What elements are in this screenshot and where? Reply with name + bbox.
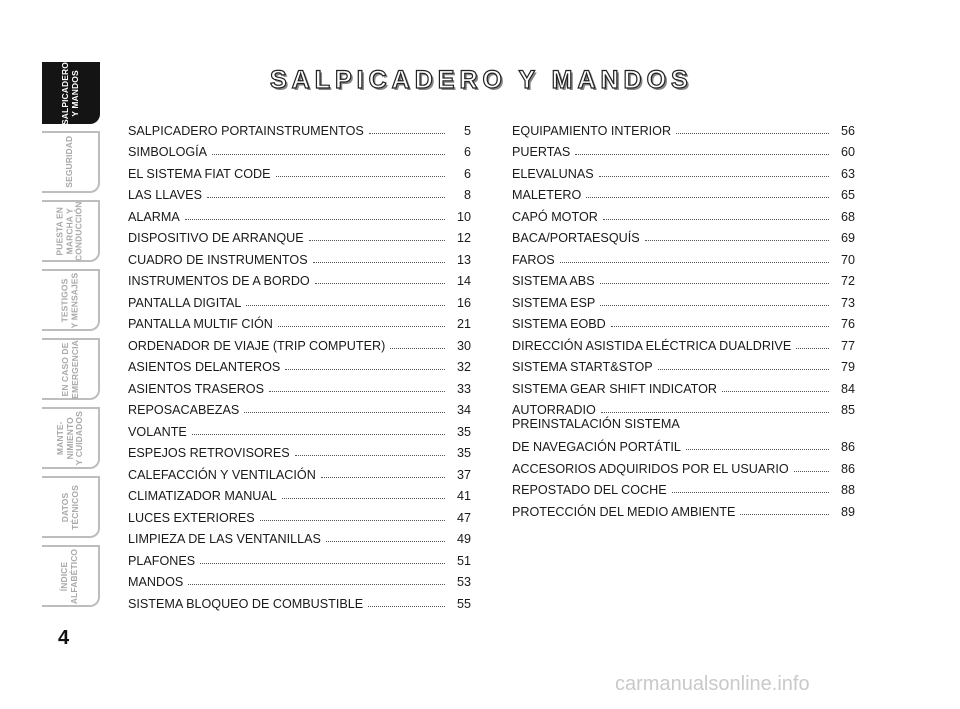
tab-emergencia[interactable] [42, 338, 100, 400]
toc-entry-page: 35 [456, 446, 471, 460]
toc-entry-title: LAS LLAVES [128, 188, 202, 202]
toc-entry-title: VOLANTE [128, 424, 187, 439]
toc-entry-page: 60 [840, 145, 855, 159]
toc-entry[interactable] [512, 288, 855, 310]
toc-entry-page: 85 [840, 403, 855, 417]
dot-leader [575, 154, 829, 155]
toc-entry-title: BACA/PORTAESQUÍS [512, 231, 640, 245]
toc-entry-page: 86 [840, 440, 855, 454]
toc-entry-page: 5 [463, 123, 471, 138]
toc-entry[interactable] [128, 245, 471, 267]
toc-entry-page: 77 [840, 338, 855, 353]
toc-entry[interactable] [128, 568, 471, 590]
dot-leader [282, 498, 445, 499]
dot-leader [246, 305, 445, 306]
tab-label: EN CASO DE EMERGENCIA [59, 339, 79, 399]
toc-entry-page: 47 [456, 510, 471, 525]
toc-entry-title: REPOSACABEZAS [128, 403, 240, 417]
toc-entry[interactable] [512, 476, 855, 498]
toc-entry-page: 70 [840, 252, 855, 267]
toc-entry-title: PROTECCIÓN DEL MEDIO AMBIENTE [512, 504, 736, 519]
toc-entry-page: 79 [840, 360, 855, 374]
toc-entry-title: SISTEMA START&STOP [512, 360, 653, 374]
dot-leader [326, 541, 445, 542]
dot-leader [600, 283, 829, 284]
toc-entry-page: 10 [456, 209, 471, 224]
toc-entry-page: 33 [456, 381, 471, 396]
toc-entry-page: 76 [840, 317, 855, 331]
toc-entry-title: FAROS [512, 252, 555, 267]
toc-entry-page: 6 [463, 145, 471, 159]
tab-seguridad[interactable] [42, 131, 100, 193]
dot-leader [188, 584, 445, 585]
toc-entry-title: SISTEMA ESP [512, 295, 596, 310]
toc-entry[interactable] [128, 460, 471, 482]
dot-leader [601, 412, 829, 413]
dot-leader [269, 391, 445, 392]
toc-entry-page: 56 [840, 123, 855, 138]
toc-entry-title: SIMBOLOGÍA [128, 145, 208, 159]
toc-entry-title: DIRECCIÓN ASISTIDA ELÉCTRICA DUALDRIVE [512, 338, 792, 353]
toc-entry[interactable] [128, 159, 471, 181]
toc-entry-page: 41 [456, 489, 471, 503]
toc-entry-title: PANTALLA MULTIF CIÓN [128, 317, 273, 331]
tab-label: ÍNDICE ALFABÉTICO [59, 548, 79, 604]
toc-entry-title: DISPOSITIVO DE ARRANQUE [128, 231, 304, 245]
toc-entry-title: EL SISTEMA FIAT CODE [128, 166, 271, 181]
dot-leader [315, 283, 445, 284]
tab-testigos[interactable] [42, 269, 100, 331]
tab-label: MANTE- NIMIENTO Y CUIDADOS [54, 410, 84, 466]
toc-entry[interactable] [512, 331, 855, 353]
toc-entry[interactable] [128, 331, 471, 353]
toc-entry-title: ELEVALUNAS [512, 166, 594, 181]
toc-entry-page: 16 [456, 295, 471, 310]
toc-entry-title: ESPEJOS RETROVISORES [128, 446, 290, 460]
toc-entry[interactable] [512, 353, 855, 375]
dot-leader [369, 133, 445, 134]
toc-entry-page: 84 [840, 381, 855, 396]
toc-entry-title: AUTORRADIO [512, 403, 596, 417]
watermark: carmanualsonline.info [615, 673, 810, 695]
page-title: SALPICADERO Y MANDOS [270, 66, 693, 94]
dot-leader [645, 240, 829, 241]
dot-leader [611, 326, 829, 327]
toc-entry-page: 72 [840, 274, 855, 288]
dot-leader [192, 434, 445, 435]
toc-entry[interactable] [512, 159, 855, 181]
toc-entry-page: 8 [463, 188, 471, 202]
dot-leader [309, 240, 445, 241]
toc-entry[interactable] [128, 525, 471, 547]
tab-label: TESTIGOS Y MENSAJES [59, 272, 79, 328]
toc-entry-title: EQUIPAMIENTO INTERIOR [512, 123, 672, 138]
toc-entry[interactable] [512, 497, 855, 519]
dot-leader [722, 391, 829, 392]
toc-entry[interactable] [512, 454, 855, 476]
toc-entry-title: PREINSTALACIÓN SISTEMA [512, 417, 680, 431]
toc-entry-title: PLAFONES [128, 553, 196, 568]
dot-leader [586, 197, 829, 198]
dot-leader [285, 369, 445, 370]
toc-entry[interactable] [128, 202, 471, 224]
toc-entry[interactable] [128, 116, 471, 138]
toc-entry-page: 35 [456, 424, 471, 439]
toc-entry-page: 63 [840, 166, 855, 181]
toc-entry-page: 32 [456, 360, 471, 374]
dot-leader [560, 262, 829, 263]
tab-salpicadero[interactable] [42, 62, 100, 124]
toc-entry-page: 73 [840, 295, 855, 310]
toc-entry[interactable] [128, 138, 471, 160]
dot-leader [368, 606, 445, 607]
toc-entry[interactable] [128, 482, 471, 504]
toc-entry[interactable] [512, 224, 855, 246]
dot-leader [658, 369, 829, 370]
dot-leader [672, 492, 829, 493]
toc-entry[interactable] [128, 181, 471, 203]
toc-entry-title: SISTEMA GEAR SHIFT INDICATOR [512, 381, 718, 396]
toc-entry-title: LUCES EXTERIORES [128, 510, 255, 525]
page-number: 4 [58, 627, 70, 649]
toc-entry[interactable] [128, 503, 471, 525]
tab-indice[interactable] [42, 545, 100, 607]
tab-label: SEGURIDAD [64, 136, 75, 188]
toc-entry-title: SISTEMA BLOQUEO DE COMBUSTIBLE [128, 596, 364, 611]
toc-entry-title: ORDENADOR DE VIAJE (TRIP COMPUTER) [128, 338, 386, 353]
toc-entry-title: ASIENTOS DELANTEROS [128, 360, 281, 374]
toc-entry[interactable] [128, 417, 471, 439]
dot-leader [260, 520, 445, 521]
dot-leader [796, 348, 829, 349]
toc-entry[interactable] [128, 374, 471, 396]
dot-leader [686, 449, 829, 450]
toc-entry-title: SALPICADERO PORTAINSTRUMENTOS [128, 123, 364, 138]
toc-entry[interactable] [512, 181, 855, 203]
toc-entry[interactable] [512, 267, 855, 289]
toc-entry-page: 68 [840, 209, 855, 224]
dot-leader [603, 219, 829, 220]
dot-leader [740, 514, 829, 515]
toc-entry-title: CUADRO DE INSTRUMENTOS [128, 252, 308, 267]
toc-entry-page: 65 [840, 188, 855, 202]
toc-entry-page: 88 [840, 483, 855, 497]
dot-leader [244, 412, 445, 413]
toc-entry-page: 30 [456, 338, 471, 353]
toc-entry-page: 69 [840, 231, 855, 245]
toc-entry[interactable] [512, 116, 855, 138]
toc-entry-title: PUERTAS [512, 145, 571, 159]
dot-leader [794, 471, 829, 472]
toc-entry-title: CLIMATIZADOR MANUAL [128, 489, 277, 503]
tab-label: DATOS TÉCNICOS [59, 484, 79, 530]
toc-entry[interactable] [128, 546, 471, 568]
toc-entry[interactable] [512, 396, 855, 418]
toc-entry[interactable] [128, 439, 471, 461]
toc-entry[interactable] [128, 353, 471, 375]
tab-puesta-en-marcha[interactable] [42, 200, 100, 262]
dot-leader [599, 176, 829, 177]
dot-leader [207, 197, 445, 198]
tab-label: SALPICADERO Y MANDOS [59, 61, 79, 125]
toc-right-column [512, 116, 855, 519]
toc-entry-page: 14 [456, 274, 471, 288]
toc-entry-page: 21 [456, 317, 471, 331]
toc-entry-title: LIMPIEZA DE LAS VENTANILLAS [128, 532, 321, 546]
dot-leader [295, 455, 445, 456]
toc-entry-page: 53 [456, 575, 471, 589]
dot-leader [278, 326, 445, 327]
toc-entry-page: 89 [840, 504, 855, 519]
dot-leader [390, 348, 445, 349]
dot-leader [200, 563, 445, 564]
dot-leader [313, 262, 445, 263]
toc-entry-title: REPOSTADO DEL COCHE [512, 483, 667, 497]
toc-entry-title: INSTRUMENTOS DE A BORDO [128, 274, 310, 288]
toc-entry[interactable] [128, 288, 471, 310]
toc-entry[interactable] [128, 396, 471, 418]
toc-entry-page: 34 [456, 403, 471, 417]
toc-entry-title: ACCESORIOS ADQUIRIDOS POR EL USUARIO [512, 461, 789, 476]
toc-entry-page: 12 [456, 231, 471, 245]
toc-entry-title: SISTEMA EOBD [512, 317, 606, 331]
toc-entry-title: PANTALLA DIGITAL [128, 295, 242, 310]
toc-entry[interactable] [512, 138, 855, 160]
toc-entry-page: 86 [840, 461, 855, 476]
toc-entry-title: MALETERO [512, 188, 582, 202]
toc-entry-page: 6 [463, 166, 471, 181]
toc-entry-line [512, 435, 855, 454]
toc-entry[interactable] [512, 417, 855, 454]
toc-entry-page: 51 [456, 553, 471, 568]
toc-entry-title: CAPÓ MOTOR [512, 209, 598, 224]
toc-entry[interactable] [512, 245, 855, 267]
tab-label: PUESTA EN MARCHA Y CONDUCCIÓN [54, 201, 84, 261]
dot-leader [321, 477, 445, 478]
tab-mantenimiento[interactable] [42, 407, 100, 469]
toc-entry-title: ALARMA [128, 209, 180, 224]
toc-entry[interactable] [128, 589, 471, 611]
dot-leader [676, 133, 829, 134]
toc-left-column [128, 116, 471, 611]
dot-leader [276, 176, 445, 177]
toc-entry-page: 55 [456, 596, 471, 611]
toc-entry[interactable] [128, 224, 471, 246]
toc-entry[interactable] [512, 310, 855, 332]
toc-entry-page: 49 [456, 532, 471, 546]
toc-entry[interactable] [512, 202, 855, 224]
toc-entry[interactable] [128, 267, 471, 289]
toc-entry[interactable] [512, 374, 855, 396]
toc-entry[interactable] [128, 310, 471, 332]
dot-leader [212, 154, 445, 155]
toc-entry-page: 13 [456, 252, 471, 267]
toc-entry-title-cont: DE NAVEGACIÓN PORTÁTIL [512, 440, 681, 454]
toc-entry-title: ASIENTOS TRASEROS [128, 381, 265, 396]
toc-entry-title: MANDOS [128, 575, 184, 589]
toc-entry-title: CALEFACCIÓN Y VENTILACIÓN [128, 467, 316, 482]
toc-entry-page: 37 [456, 467, 471, 482]
dot-leader [600, 305, 829, 306]
dot-leader [185, 219, 445, 220]
tab-datos-tecnicos[interactable] [42, 476, 100, 538]
toc-entry-title: SISTEMA ABS [512, 274, 595, 288]
